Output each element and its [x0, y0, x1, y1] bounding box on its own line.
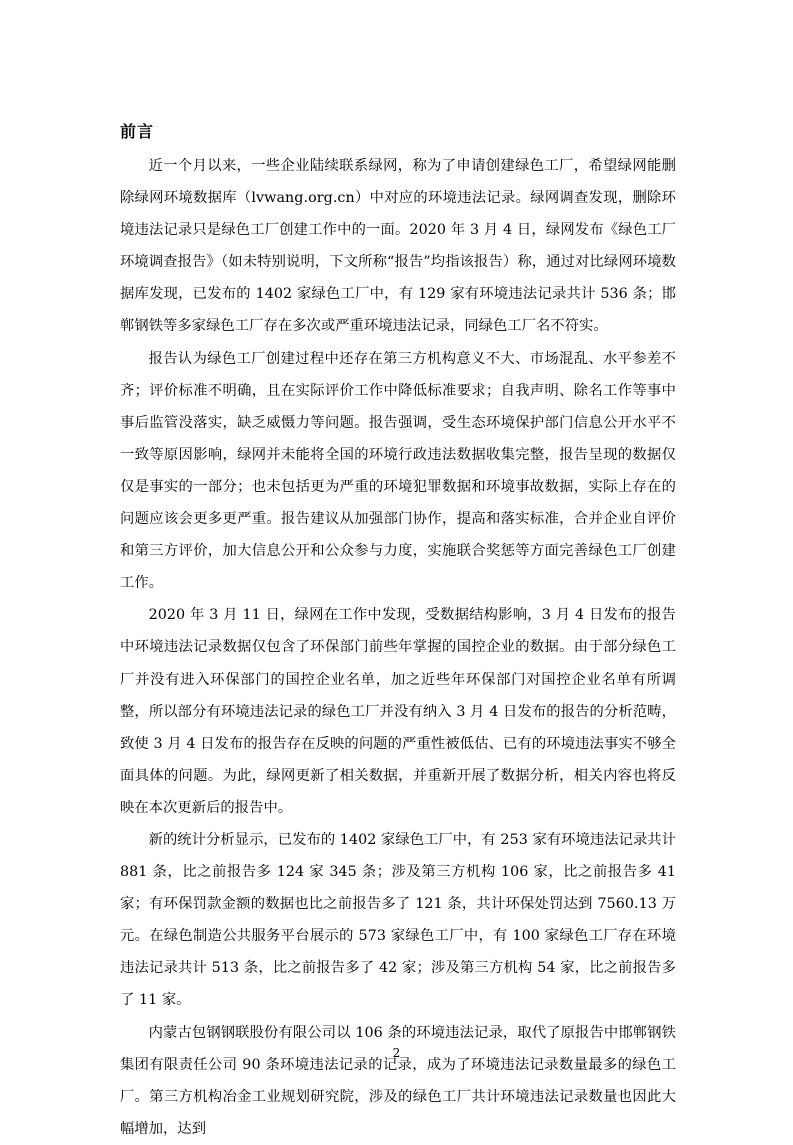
- paragraph-2: 报告认为绿色工厂创建过程中还存在第三方机构意义不大、市场混乱、水平参差不齐；评价标准不明确，且在实际评价工作中降低标准要求；自我声明、除名工作等事中事后监管没落实，缺乏威慑力等问题。报告强调，受生态环境保护部门信息公开水平不一致等原因影响，绿网并未能将全国的环境行政违法数据收集完整，报告呈现的数据仅仅是事实的一部分；也未包括更为严重的环境犯罪数据和环境事故数据，实际上存在的问题应该会更多更严重。报告建议从加强部门协作，提高和落实标准，合并企业自评价和第三方评价，加大信息公开和公众参与力度，实施联合奖惩等方面完善绿色工厂创建工作。: [120, 350, 676, 592]
- paragraph-3: 2020 年 3 月 11 日，绿网在工作中发现，受数据结构影响，3 月 4 日发布的报告中环境违法记录数据仅包含了环保部门前些年掌握的国控企业的数据。由于部分绿色工厂并没有进入环保部门的国控企业名单，加之近些年环保部门对国控企业名单有所调整，所以部分有环境违法记录的绿色工厂并没有纳入 3 月 4 日发布的报告的分析范畴，致使 3 月 4 日发布的报告存在反映的问题的严重性被低估、已有的环境违法事实不够全面具体的问题。为此，绿网更新了相关数据，并重新开展了数据分析，相关内容也将反映在本次更新后的报告中。: [120, 607, 676, 816]
- paragraph-1: 近一个月以来，一些企业陆续联系绿网，称为了申请创建绿色工厂，希望绿网能删除绿网环境数据库（lvwang.org.cn）中对应的环境违法记录。绿网调查发现，删除环境违法记录只是绿色工厂创建工作中的一面。2020 年 3 月 4 日，绿网发布《绿色工厂环境调查报告》（如未特别说明，下文所称“报告”均指该报告）称，通过对比绿网环境数据库发现，已发布的 1402 家绿色工厂中，有 129 家有环境违法记录共计 536 条；邯郸钢铁等多家绿色工厂存在多次或严重环境违法记录，同绿色工厂名不符实。: [120, 158, 676, 335]
- paragraph-4: 新的统计分析显示，已发布的 1402 家绿色工厂中，有 253 家有环境违法记录共计 881 条，比之前报告多 124 家 345 条；涉及第三方机构 106 家，比之前报告多 41 家；有环保罚款金额的数据也比之前报告多了 121 条，共计环保处罚达到 7560.13 万元。在绿色制造公共服务平台展示的 573 家绿色工厂中，有 100 家绿色工厂存在环境违法记录共计 513 条，比之前报告多了 42 家；涉及第三方机构 54 家，比之前报告多了 11 家。: [120, 831, 676, 1009]
- paragraph-5: 内蒙古包钢钢联股份有限公司以 106 条的环境违法记录，取代了原报告中邯郸钢铁集团有限责任公司 90 条环境违法记录的记录，成为了环境违法记录数量最多的绿色工厂。第三方机构冶金工业规划研究院，涉及的绿色工厂共计环境违法记录数量也因此大幅增加，达到: [120, 1024, 676, 1137]
- page-number: 2: [392, 1046, 401, 1060]
- body-text: [120, 150, 676, 1145]
- section-heading: 前言: [120, 122, 155, 141]
